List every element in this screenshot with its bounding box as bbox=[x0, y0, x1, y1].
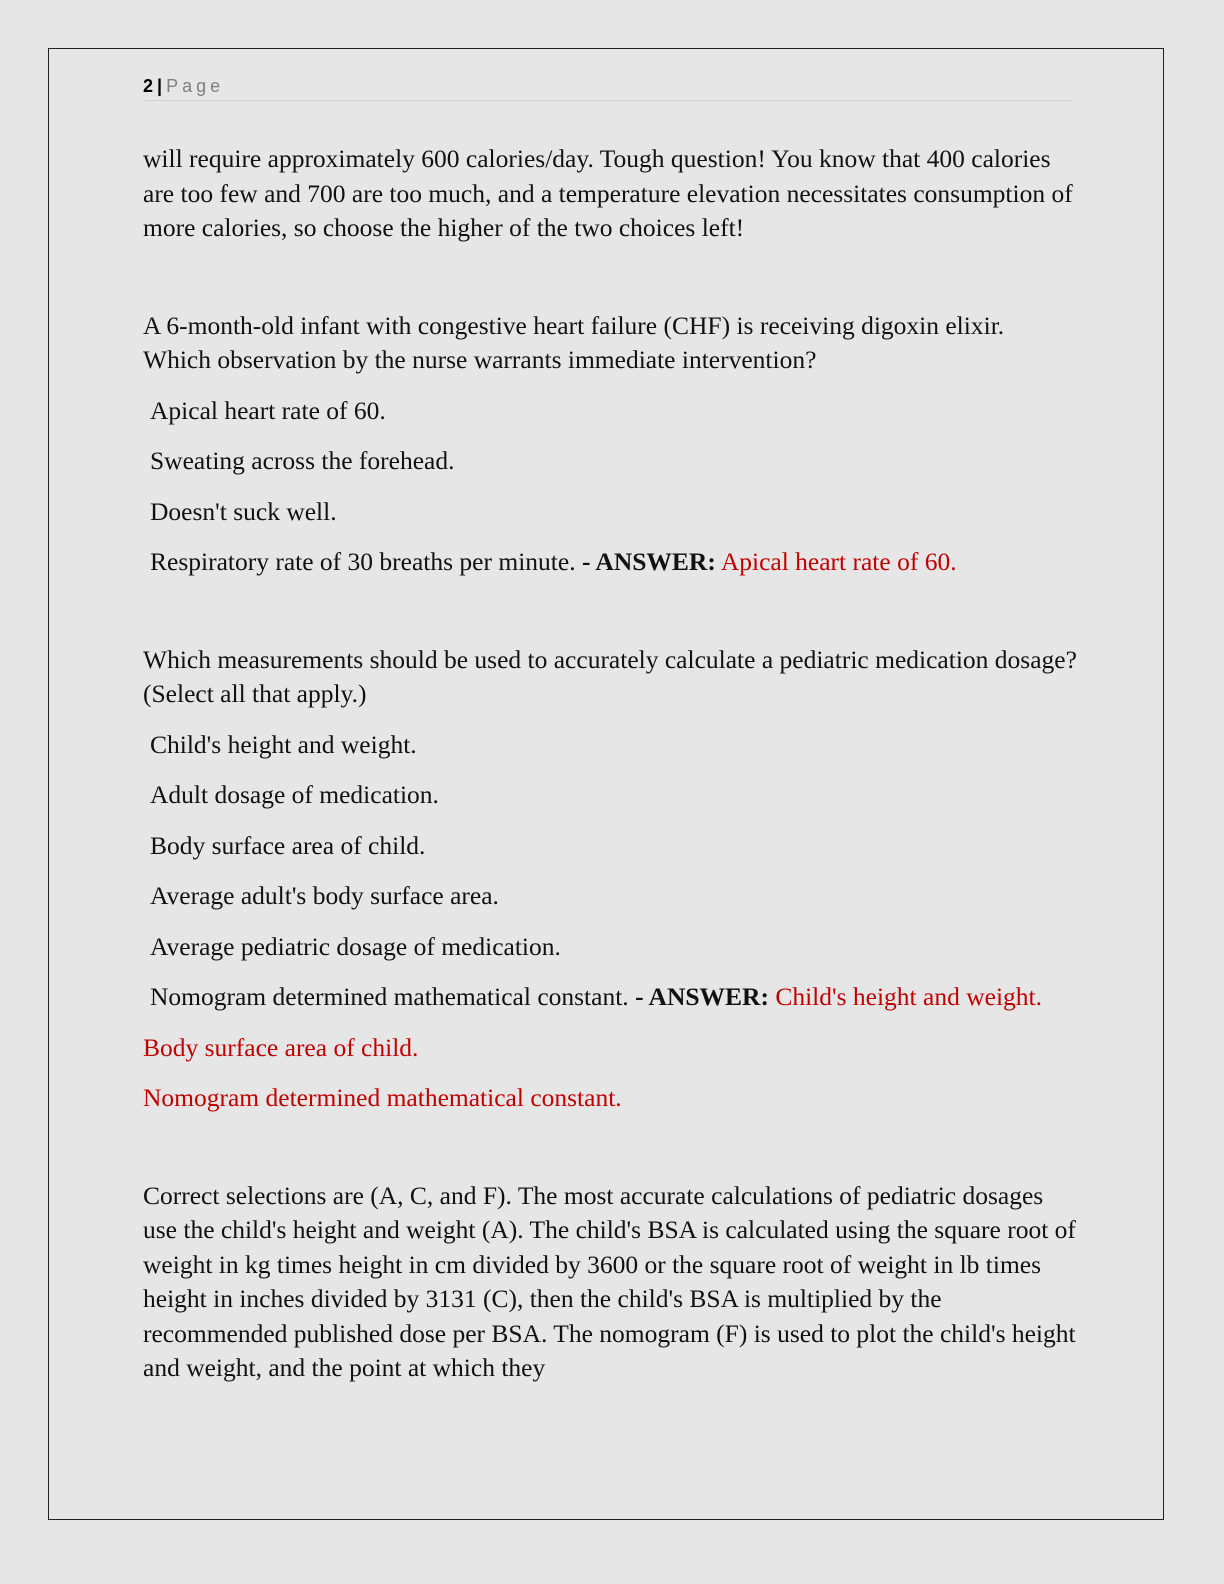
question-2-answer: Child's height and weight. bbox=[775, 982, 1042, 1011]
question-2-option: Average pediatric dosage of medication. bbox=[150, 931, 561, 961]
spacer bbox=[143, 246, 1078, 309]
page-label: Page bbox=[166, 76, 225, 96]
question-2-answer: Nomogram determined mathematical constant. bbox=[143, 1083, 622, 1112]
question-1-option-with-answer bbox=[143, 545, 1078, 580]
spacer bbox=[143, 479, 1078, 495]
answer-label: - ANSWER: bbox=[635, 982, 769, 1011]
spacer bbox=[143, 914, 1078, 930]
question-2-option: Adult dosage of medication. bbox=[150, 780, 439, 809]
question-2-option: Child's height and weight. bbox=[150, 729, 417, 759]
page-number: 2 bbox=[143, 76, 154, 96]
header-separator: | bbox=[157, 76, 163, 96]
question-2-option: Average adult's body surface area. bbox=[150, 881, 499, 910]
spacer bbox=[143, 1015, 1078, 1031]
question-1-option: Sweating across the forehead. bbox=[150, 446, 455, 475]
spacer bbox=[143, 378, 1078, 394]
spacer bbox=[143, 762, 1078, 778]
spacer bbox=[143, 863, 1078, 879]
document-body bbox=[143, 142, 1078, 1386]
intro-paragraph: will require approximately 600 calories/day. Tough question! You know that 400 calories are too few and 700 are too much, and a temperature elevation necessitates consumption of more calories, so choose the higher of the two choices left! bbox=[143, 144, 1073, 242]
question-2-option-with-answer bbox=[143, 980, 1078, 1015]
page-header bbox=[143, 72, 1073, 101]
question-2-option: Body surface area of child. bbox=[150, 830, 426, 860]
question-1-text: A 6-month-old infant with congestive heart failure (CHF) is receiving digoxin elixir. Which observation by the nurse warrants immediate intervention? bbox=[143, 310, 1005, 374]
spacer bbox=[143, 964, 1078, 980]
spacer bbox=[143, 813, 1078, 829]
spacer bbox=[143, 712, 1078, 728]
spacer bbox=[143, 1065, 1078, 1081]
answer-label: - ANSWER: bbox=[581, 547, 716, 576]
question-1-option: Doesn't suck well. bbox=[150, 496, 337, 526]
rationale-paragraph: Correct selections are (A, C, and F). The most accurate calculations of pediatric dosages use the child's height and weight (A). The child's BSA is calculated using the square root of weight in kg times height in cm divided by 3600 or the square root of weight in lb times height in inches divided by 3131 (C), then the child's BSA is multiplied by the recommended published dose per BSA. The nomogram (F) is used to plot the child's height and weight, and the point at which they bbox=[143, 1180, 1076, 1382]
spacer bbox=[143, 529, 1078, 545]
spacer bbox=[143, 428, 1078, 444]
question-1-option: Respiratory rate of 30 breaths per minute. bbox=[150, 547, 576, 576]
question-2-option: Nomogram determined mathematical constant. bbox=[150, 982, 629, 1011]
spacer bbox=[143, 580, 1078, 643]
question-2-answer: Body surface area of child. bbox=[143, 1032, 419, 1062]
question-1-answer: Apical heart rate of 60. bbox=[720, 547, 957, 576]
question-2-text: Which measurements should be used to accurately calculate a pediatric medication dosage? (Select all that apply.) bbox=[143, 644, 1077, 708]
question-1-option: Apical heart rate of 60. bbox=[150, 395, 386, 425]
spacer bbox=[143, 1116, 1078, 1179]
